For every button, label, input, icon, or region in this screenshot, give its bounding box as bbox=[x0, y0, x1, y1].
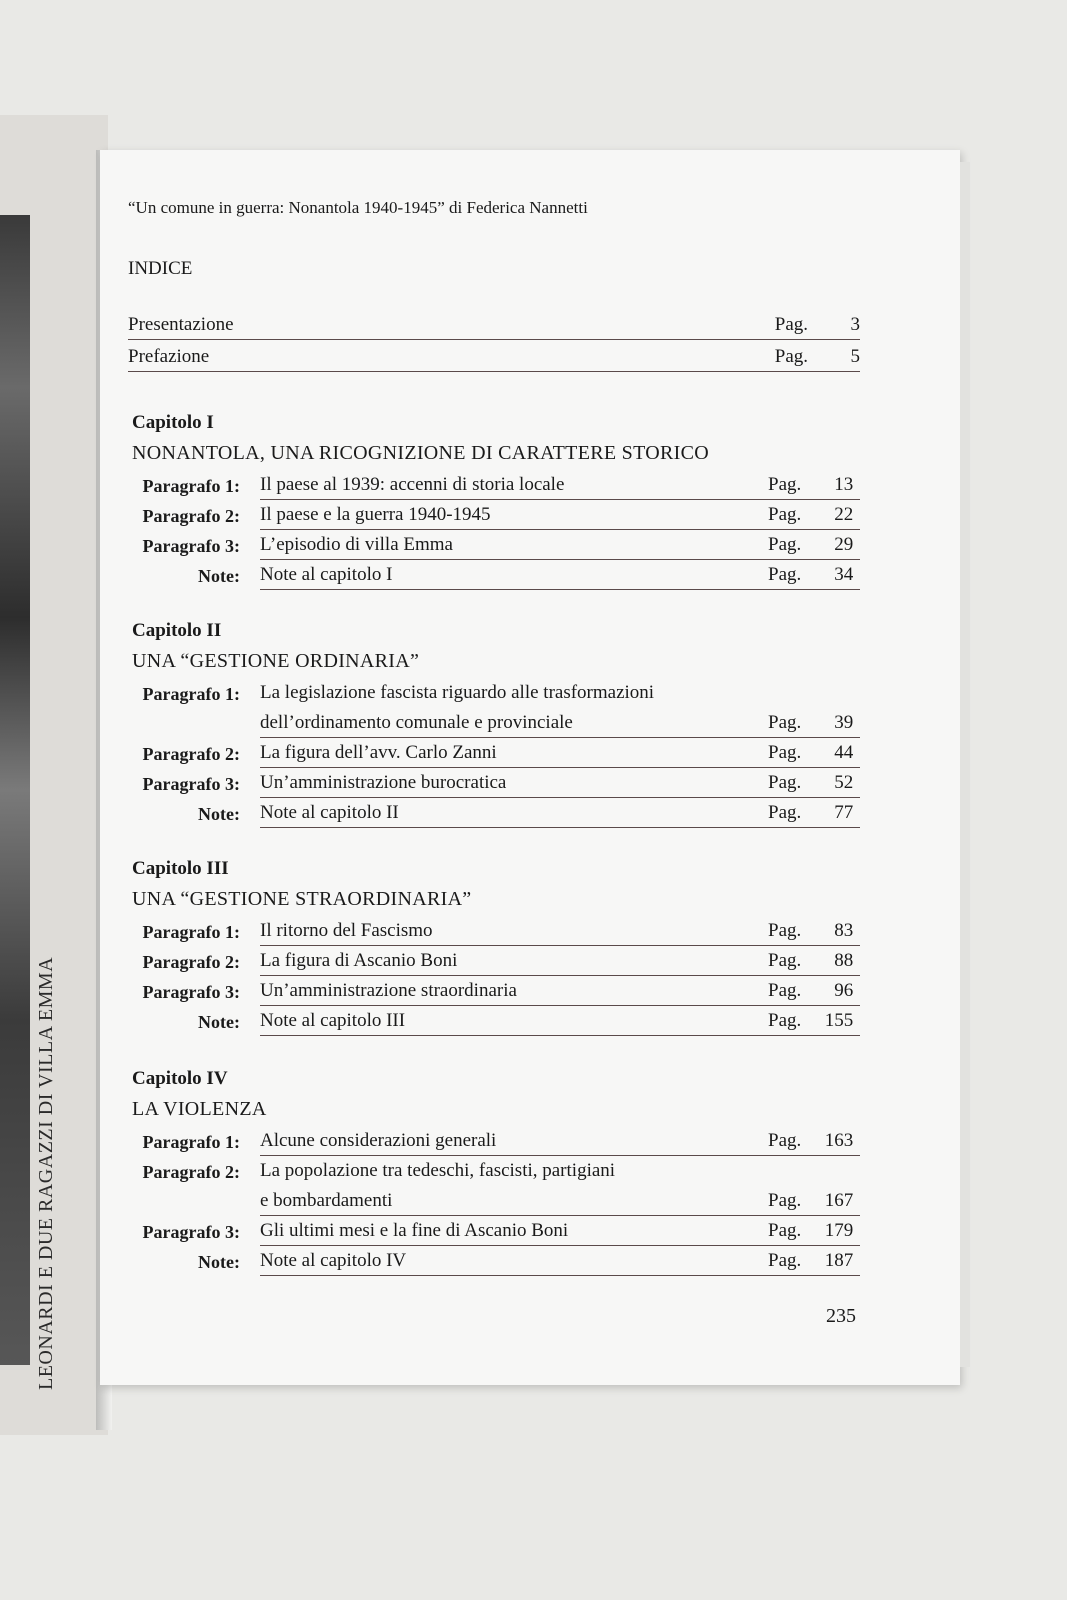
chapter-heading: Capitolo I bbox=[132, 412, 214, 433]
entry-title: L’episodio di villa Emma bbox=[260, 534, 453, 555]
pag-label: Pag. bbox=[774, 314, 808, 335]
entry-title: Un’amministrazione straordinaria bbox=[260, 980, 517, 1001]
notes-label: Note: bbox=[198, 566, 240, 586]
chapter-title: UNA “GESTIONE ORDINARIA” bbox=[132, 650, 420, 672]
page-number: 88 bbox=[834, 950, 854, 971]
entry-page-ref bbox=[768, 474, 853, 496]
notes-label: Note: bbox=[198, 1012, 240, 1032]
paragraph-label: Paragrafo 2: bbox=[142, 952, 240, 972]
page-number: 187 bbox=[824, 1250, 854, 1271]
chapter-heading: Capitolo IV bbox=[132, 1068, 228, 1089]
page-edge bbox=[960, 162, 970, 1367]
entry-rule bbox=[260, 737, 860, 738]
entry-title: dell’ordinamento comunale e provinciale bbox=[260, 712, 573, 733]
entry-rule bbox=[260, 1275, 860, 1276]
paragraph-label: Paragrafo 1: bbox=[142, 476, 240, 496]
entry-title: Il paese al 1939: accenni di storia locale bbox=[260, 474, 565, 495]
entry-title: La figura dell’avv. Carlo Zanni bbox=[260, 742, 497, 763]
entry-rule bbox=[128, 339, 860, 340]
page-number: 44 bbox=[834, 742, 854, 763]
pag-label: Pag. bbox=[768, 564, 802, 585]
chapter-heading: Capitolo II bbox=[132, 620, 222, 641]
entry-page-ref bbox=[768, 1250, 853, 1272]
entry-rule bbox=[260, 827, 860, 828]
paragraph-label: Paragrafo 2: bbox=[142, 744, 240, 764]
entry-rule bbox=[260, 559, 860, 560]
entry-page-ref bbox=[768, 950, 853, 972]
entry-page-ref bbox=[775, 314, 860, 336]
page-number: 34 bbox=[834, 564, 854, 585]
page-number: 22 bbox=[834, 504, 854, 525]
pag-label: Pag. bbox=[768, 1190, 802, 1211]
pag-label: Pag. bbox=[768, 980, 802, 1001]
chapter-title: NONANTOLA, UNA RICOGNIZIONE DI CARATTERE STORICO bbox=[132, 442, 709, 464]
pag-label: Pag. bbox=[768, 772, 802, 793]
entry-page-ref bbox=[768, 980, 853, 1002]
running-head: “Un comune in guerra: Nonantola 1940-1945” di Federica Nannetti bbox=[128, 198, 588, 217]
page-number: 13 bbox=[834, 474, 854, 495]
entry-title: Note al capitolo I bbox=[260, 564, 393, 585]
paragraph-label: Paragrafo 3: bbox=[142, 1222, 240, 1242]
entry-title: e bombardamenti bbox=[260, 1190, 393, 1211]
page-number: 163 bbox=[824, 1130, 854, 1151]
page-number: 96 bbox=[834, 980, 854, 1001]
paragraph-label: Paragrafo 2: bbox=[142, 1162, 240, 1182]
entry-rule bbox=[260, 499, 860, 500]
pag-label: Pag. bbox=[768, 950, 802, 971]
page-number: 39 bbox=[834, 712, 854, 733]
pag-label: Pag. bbox=[768, 802, 802, 823]
pag-label: Pag. bbox=[768, 1010, 802, 1031]
pag-label: Pag. bbox=[768, 504, 802, 525]
page-number: 29 bbox=[834, 534, 854, 555]
page-number: 3 bbox=[850, 314, 860, 335]
index-title: INDICE bbox=[128, 258, 193, 279]
entry-page-ref bbox=[768, 564, 853, 586]
entry-title: Note al capitolo IV bbox=[260, 1250, 407, 1271]
page-number: 5 bbox=[850, 346, 860, 367]
entry-page-ref bbox=[768, 1130, 853, 1152]
chapter-title: UNA “GESTIONE STRAORDINARIA” bbox=[132, 888, 472, 910]
paragraph-label: Paragrafo 1: bbox=[142, 684, 240, 704]
left-page-photo bbox=[0, 215, 30, 1365]
page-number-folio: 235 bbox=[826, 1305, 856, 1327]
entry-page-ref bbox=[768, 742, 853, 764]
entry-page-ref bbox=[768, 712, 853, 734]
entry-rule bbox=[260, 975, 860, 976]
page-number: 179 bbox=[824, 1220, 854, 1241]
pag-label: Pag. bbox=[768, 534, 802, 555]
entry-rule bbox=[260, 945, 860, 946]
entry-rule bbox=[260, 589, 860, 590]
entry-title: La legislazione fascista riguardo alle trasformazioni bbox=[260, 682, 655, 703]
entry-rule bbox=[260, 767, 860, 768]
entry-page-ref bbox=[768, 1190, 853, 1212]
chapter-title: LA VIOLENZA bbox=[132, 1098, 267, 1120]
entry-title: Il paese e la guerra 1940-1945 bbox=[260, 504, 491, 525]
pag-label: Pag. bbox=[768, 1250, 802, 1271]
entry-label: Presentazione bbox=[128, 314, 234, 335]
pag-label: Pag. bbox=[768, 712, 802, 733]
entry-page-ref bbox=[768, 1220, 853, 1242]
entry-rule bbox=[260, 1005, 860, 1006]
entry-page-ref bbox=[775, 346, 860, 368]
paragraph-label: Paragrafo 1: bbox=[142, 1132, 240, 1152]
entry-title: La popolazione tra tedeschi, fascisti, partigiani bbox=[260, 1160, 616, 1181]
page-number: 83 bbox=[834, 920, 854, 941]
page-number: 52 bbox=[834, 772, 854, 793]
entry-title: Un’amministrazione burocratica bbox=[260, 772, 507, 793]
entry-page-ref bbox=[768, 772, 853, 794]
notes-label: Note: bbox=[198, 804, 240, 824]
notes-label: Note: bbox=[198, 1252, 240, 1272]
entry-rule bbox=[260, 1155, 860, 1156]
entry-title: Note al capitolo III bbox=[260, 1010, 406, 1031]
pag-label: Pag. bbox=[768, 1130, 802, 1151]
paragraph-label: Paragrafo 3: bbox=[142, 536, 240, 556]
pag-label: Pag. bbox=[768, 1220, 802, 1241]
paragraph-label: Paragrafo 3: bbox=[142, 982, 240, 1002]
toc-entry-presentazione bbox=[128, 312, 860, 340]
entry-rule bbox=[260, 1245, 860, 1246]
page-number: 167 bbox=[824, 1190, 854, 1211]
paragraph-label: Paragrafo 3: bbox=[142, 774, 240, 794]
paragraph-label: Paragrafo 2: bbox=[142, 506, 240, 526]
entry-title: La figura di Ascanio Boni bbox=[260, 950, 458, 971]
pag-label: Pag. bbox=[774, 346, 808, 367]
entry-rule bbox=[128, 371, 860, 372]
pag-label: Pag. bbox=[768, 474, 802, 495]
pag-label: Pag. bbox=[768, 742, 802, 763]
entry-title: Note al capitolo II bbox=[260, 802, 399, 823]
index-page bbox=[100, 150, 960, 1385]
entry-rule bbox=[260, 529, 860, 530]
toc-entry-prefazione bbox=[128, 344, 860, 372]
entry-rule bbox=[260, 797, 860, 798]
entry-rule bbox=[260, 1035, 860, 1036]
spine-title: LEONARDI E DUE RAGAZZI DI VILLA EMMA bbox=[35, 956, 57, 1390]
page-number: 155 bbox=[824, 1010, 854, 1031]
entry-page-ref bbox=[768, 920, 853, 942]
entry-page-ref bbox=[768, 504, 853, 526]
chapter-heading: Capitolo III bbox=[132, 858, 229, 879]
entry-page-ref bbox=[768, 534, 853, 556]
entry-rule bbox=[260, 1215, 860, 1216]
paragraph-label: Paragrafo 1: bbox=[142, 922, 240, 942]
pag-label: Pag. bbox=[768, 920, 802, 941]
entry-title: Il ritorno del Fascismo bbox=[260, 920, 433, 941]
entry-title: Alcune considerazioni generali bbox=[260, 1130, 497, 1151]
page-number: 77 bbox=[834, 802, 854, 823]
entry-label: Prefazione bbox=[128, 346, 210, 367]
entry-page-ref bbox=[768, 802, 853, 824]
entry-title: Gli ultimi mesi e la fine di Ascanio Boni bbox=[260, 1220, 569, 1241]
entry-page-ref bbox=[768, 1010, 853, 1032]
